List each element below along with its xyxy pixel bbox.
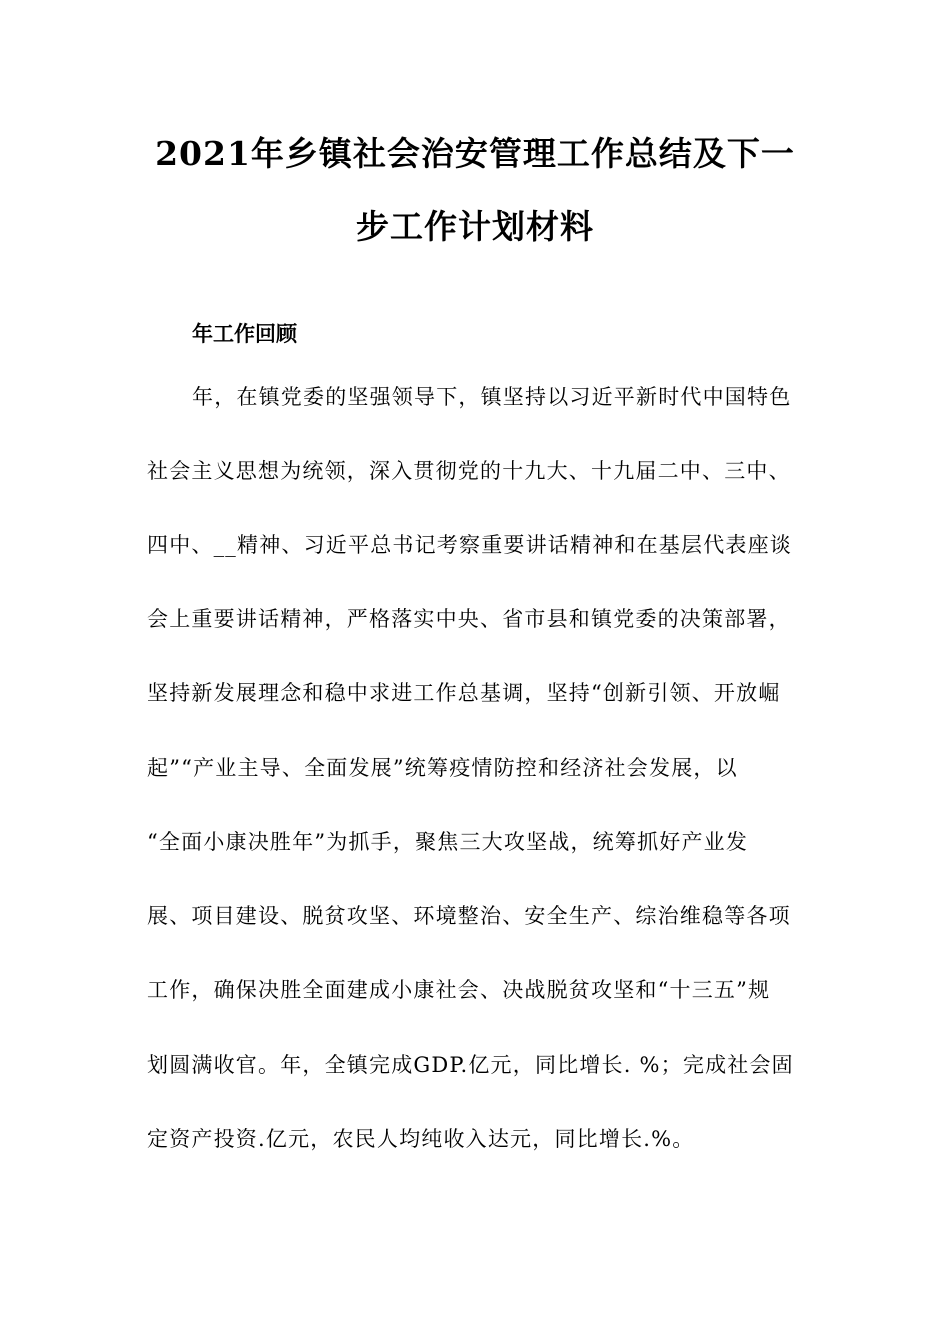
document-title-line-2: 步工作计划材料 (356, 207, 594, 246)
body-line-2: 社会主义思想为统领，深入贯彻党的十九大、十九届二中、三中、 (147, 459, 791, 483)
body-line-5: 坚持新发展理念和稳中求进工作总基调，坚持“创新引领、开放崛 (147, 681, 781, 705)
body-line-7: “全面小康决胜年”为抓手，聚焦三大攻坚战，统筹抓好产业发 (147, 830, 749, 854)
document-title-line-1: 2021年乡镇社会治安管理工作总结及下一 (155, 134, 795, 173)
body-line-10: 划圆满收官。年，全镇完成GDP.亿元，同比增长. %；完成社会固 (147, 1053, 794, 1077)
body-line-9: 工作，确保决胜全面建成小康社会、决战脱贫攻坚和“十三五”规 (147, 978, 771, 1002)
body-line-11: 定资产投资.亿元，农民人均纯收入达元，同比增长.%。 (147, 1127, 695, 1151)
section-heading: 年工作回顾 (192, 321, 297, 346)
body-line-1: 年，在镇党委的坚强领导下，镇坚持以习近平新时代中国特色 (192, 385, 792, 409)
body-line-3: 四中、__精神、习近平总书记考察重要讲话精神和在基层代表座谈 (147, 533, 792, 557)
body-line-4: 会上重要讲话精神，严格落实中央、省市县和镇党委的决策部署， (147, 607, 791, 631)
body-line-6: 起”“产业主导、全面发展”统筹疫情防控和经济社会发展，以 (147, 756, 738, 780)
body-line-8: 展、项目建设、脱贫攻坚、环境整治、安全生产、综治维稳等各项 (147, 904, 791, 928)
